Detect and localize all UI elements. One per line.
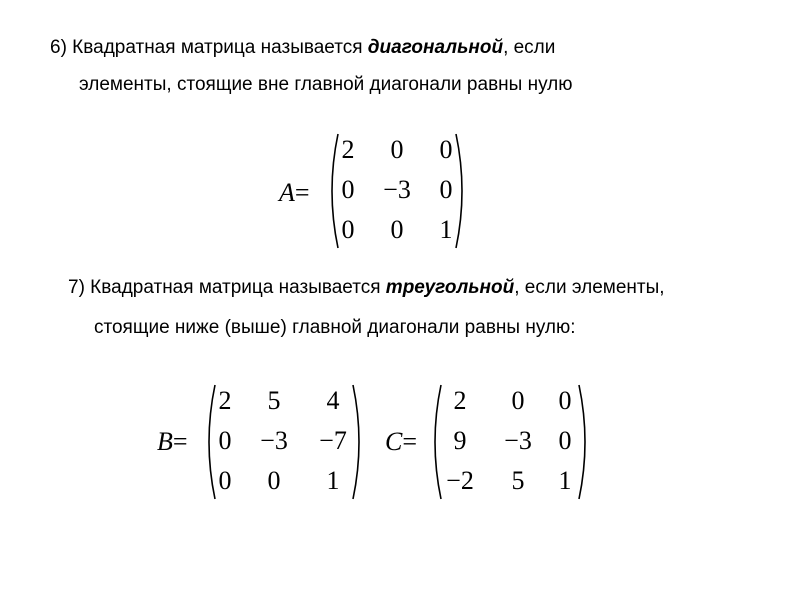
- matrix-a-cell-2-1: 0: [341, 175, 355, 204]
- definition-7-line-2: стоящие ниже (выше) главной диагонали равны нулю:: [94, 317, 576, 338]
- matrix-b-cell-2-3: −7: [319, 426, 347, 455]
- matrix-c-cell-3-3: 1: [558, 466, 572, 495]
- matrix-c-cell-3-2: 5: [511, 466, 525, 495]
- matrix-a-cell-1-2: 0: [390, 135, 404, 164]
- matrix-b: [205, 383, 363, 501]
- matrix-c-cell-2-2: −3: [504, 426, 532, 455]
- matrix-a-cell-1-3: 0: [439, 135, 453, 164]
- matrix-b-cell-1-2: 5: [267, 386, 281, 415]
- matrix-b-cell-2-1: 0: [218, 426, 232, 455]
- matrix-a-cell-1-1: 2: [341, 135, 355, 164]
- matrix-c-cell-3-1: −2: [446, 466, 474, 495]
- matrix-b-equals: =: [172, 427, 188, 456]
- matrix-a: [328, 132, 466, 250]
- matrix-c-label: [385, 427, 417, 457]
- definition-7-suffix: , если элементы,: [514, 277, 665, 298]
- matrix-a-name: A: [279, 178, 295, 207]
- definition-7-prefix: 7) Квадратная матрица называется: [68, 277, 386, 298]
- matrix-a-cell-3-1: 0: [341, 215, 355, 244]
- matrix-c-cell-1-2: 0: [511, 386, 525, 415]
- definition-7-term: треугольной: [385, 277, 515, 298]
- definition-7-line-1: [68, 277, 665, 299]
- matrix-b-cell-3-3: 1: [326, 466, 340, 495]
- matrix-c-cell-1-3: 0: [558, 386, 572, 415]
- matrix-c-equals: =: [402, 427, 418, 456]
- matrix-a-cell-3-3: 1: [439, 215, 453, 244]
- matrix-b-cell-1-1: 2: [218, 386, 232, 415]
- matrix-a-equals: =: [294, 178, 310, 207]
- matrix-b-cell-3-1: 0: [218, 466, 232, 495]
- matrix-c-cell-2-1: 9: [453, 426, 467, 455]
- definition-6-suffix: , если: [503, 37, 556, 58]
- matrix-a-cell-2-3: 0: [439, 175, 453, 204]
- definition-6-term: диагональной: [367, 37, 504, 58]
- matrix-a-cell-3-2: 0: [390, 215, 404, 244]
- matrix-b-cell-1-3: 4: [326, 386, 340, 415]
- definition-6-line-1: [50, 37, 555, 59]
- definition-6-line-2: элементы, стоящие вне главной диагонали равны нулю: [79, 74, 573, 95]
- matrix-b-cell-2-2: −3: [260, 426, 288, 455]
- matrix-b-name: B: [157, 427, 173, 456]
- definition-6-prefix: 6) Квадратная матрица называется: [50, 37, 368, 58]
- matrix-a-label: [279, 178, 310, 208]
- matrix-c-cell-2-3: 0: [558, 426, 572, 455]
- matrix-c-cell-1-1: 2: [453, 386, 467, 415]
- matrix-b-cell-3-2: 0: [267, 466, 281, 495]
- matrix-c-name: C: [385, 427, 403, 456]
- matrix-a-cell-2-2: −3: [383, 175, 411, 204]
- matrix-c: [431, 383, 589, 501]
- matrix-b-label: [157, 427, 188, 457]
